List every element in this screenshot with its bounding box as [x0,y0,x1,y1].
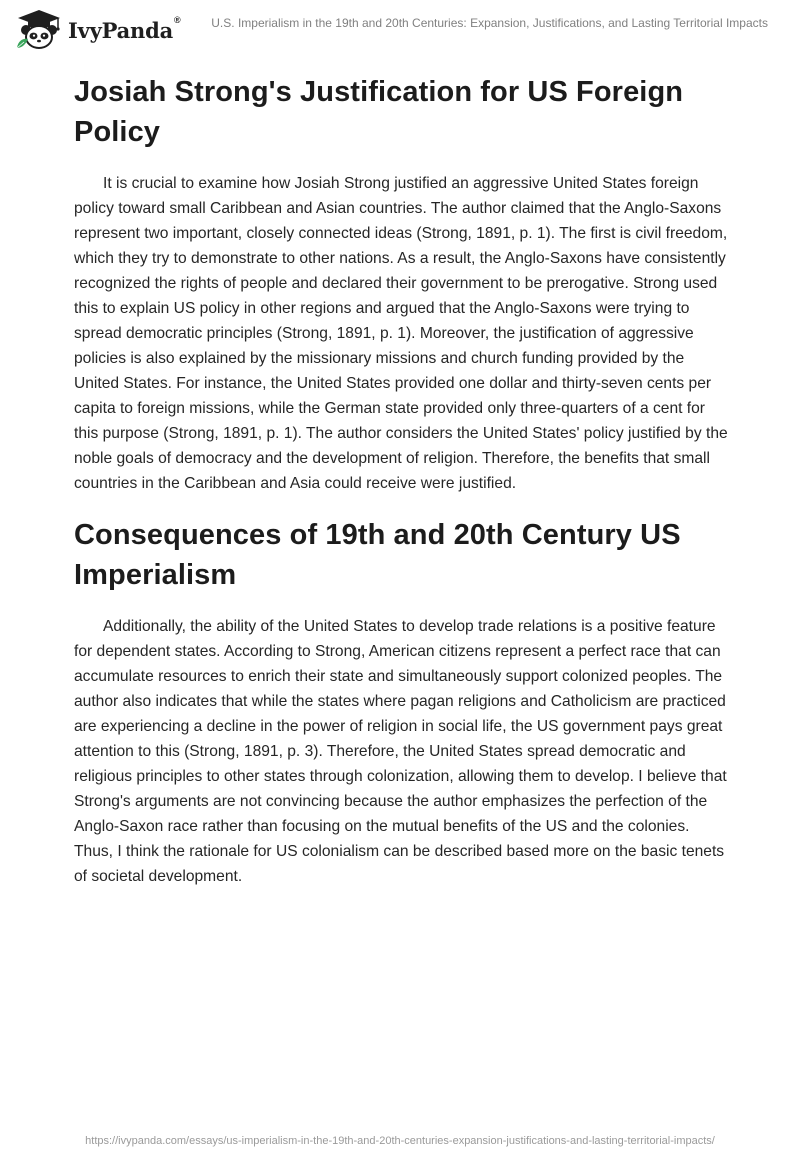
section-heading-justification: Josiah Strong's Justification for US Foreign Policy [74,76,684,148]
document-title: U.S. Imperialism in the 19th and 20th Centuries: Expansion, Justifications, and Lasting Territorial Impacts [211,16,768,30]
section-paragraph-consequences: Additionally, the ability of the United States to develop trade relations is a positive feature for dependent states. According to Strong, American citizens represent a perfect race that can accumulate resources to enrich their state and simultaneously support colonized peoples. The author also indicates that while the states where pagan religions and Catholicism are practiced are experiencing a decline in the power of religion in social life, the US government pays great attention to this (Strong, 1891, p. 3). Therefore, the United States spread democratic and religious principles to other states through colonization, allowing them to develop. I believe that Strong's arguments are not convincing because the author emphasizes the perfection of the Anglo-Saxon race rather than focusing on the mutual benefits of the US and the colonies. Thus, I think the rationale for US colonialism can be described based more on the basic tenets of societal development. [74,618,727,885]
page-header [0,0,800,60]
panda-graduate-icon [14,8,64,52]
ivypanda-logo[interactable] [14,8,180,52]
essay-content [74,72,728,889]
logo-text: IvyPanda® [68,14,181,43]
section-paragraph-justification: It is crucial to examine how Josiah Strong justified an aggressive United States foreign policy toward small Caribbean and Asian countries. The author claimed that the Anglo-Saxons represent two important, closely connected ideas (Strong, 1891, p. 1). The first is civil freedom, which they try to demonstrate to other nations. As a result, the Anglo-Saxons have consistently recognized the rights of people and declared their government to be prerogative. Strong used this to explain US policy in other regions and argued that the Anglo-Saxons were trying to spread democratic principles (Strong, 1891, p. 1). Moreover, the justification of aggressive policies is also explained by the missionary missions and church funding provided by the United States. For instance, the United States provided one dollar and thirty-seven cents per capita to foreign missions, while the German state provided only three-quarters of a cent for this purpose (Strong, 1891, p. 1). The author considers the United States' policy justified by the noble goals of democracy and the development of religion. Therefore, the benefits that small countries in the Caribbean and Asia could receive were justified. [74,175,728,492]
registered-mark: ® [174,14,181,25]
source-url[interactable]: https://ivypanda.com/essays/us-imperialism-in-the-19th-and-20th-centuries-expansion-justifications-and-lasting-territorial-impacts/ [85,1135,715,1147]
section-heading-consequences: Consequences of 19th and 20th Century US Imperialism [74,519,681,591]
